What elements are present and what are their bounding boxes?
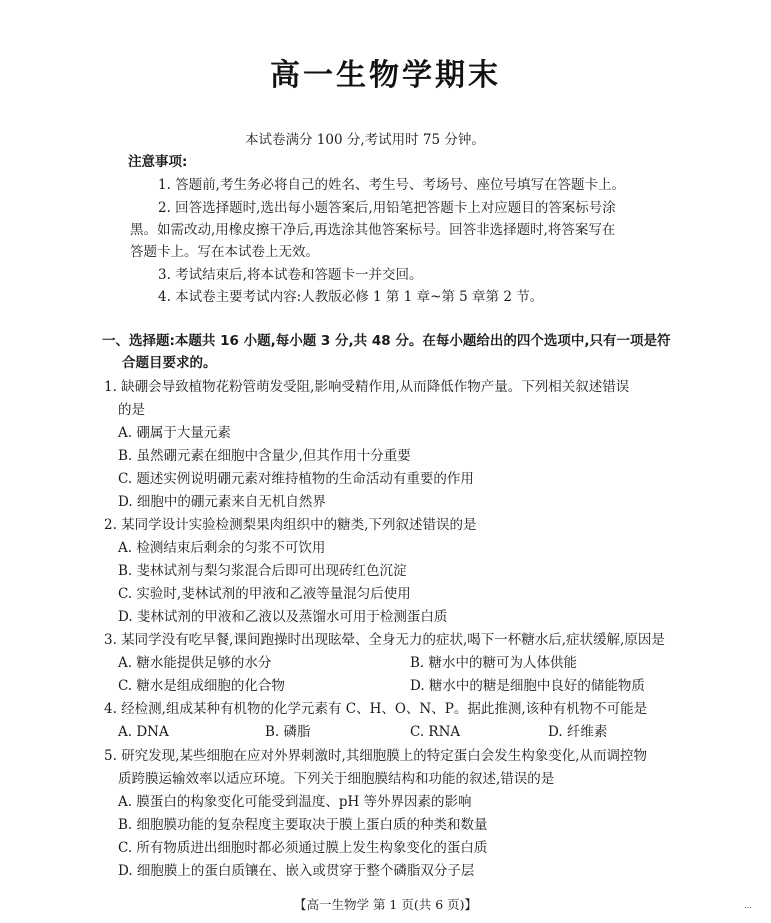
- question-2-option-a: A. 检测结束后剩余的匀浆不可饮用: [118, 540, 326, 556]
- question-3-option-a: A. 糖水能提供足够的水分: [118, 655, 272, 671]
- question-1-stem-line-2: 的是: [118, 402, 145, 418]
- question-3-option-b: B. 糖水中的糖可为人体供能: [410, 655, 578, 671]
- section-1-heading-line-1: 一、选择题:本题共 16 小题,每小题 3 分,共 48 分。在每小题给出的四个选项中,只有一项是符: [102, 333, 671, 349]
- notice-item-1: 1. 答题前,考生务必将自己的姓名、考生号、考场号、座位号填写在答题卡上。: [158, 177, 625, 193]
- question-4-stem: 4. 经检测,组成某种有机物的化学元素有 C、H、O、N、P。据此推测,该种有机物不可能是: [104, 701, 648, 717]
- notice-heading: 注意事项:: [128, 154, 188, 170]
- notice-item-2-line-2: 黑。如需改动,用橡皮擦干净后,再选涂其他答案标号。回答非选择题时,将答案写在: [130, 222, 616, 238]
- section-1-heading-line-2: 合题目要求的。: [122, 355, 217, 371]
- question-3-option-c: C. 糖水是组成细胞的化合物: [118, 678, 285, 694]
- question-5-option-b: B. 细胞膜功能的复杂程度主要取决于膜上蛋白质的种类和数量: [118, 817, 488, 833]
- question-3-stem: 3. 某同学没有吃早餐,课间跑操时出现眩晕、全身无力的症状,喝下一杯糖水后,症状缓解,原因是: [104, 632, 665, 648]
- question-5-stem-line-1: 5. 研究发现,某些细胞在应对外界刺激时,其细胞膜上的特定蛋白会发生构象变化,从而调控物: [104, 748, 648, 764]
- question-1-option-d: D. 细胞中的硼元素来自无机自然界: [118, 494, 326, 510]
- question-5-option-a: A. 膜蛋白的构象变化可能受到温度、pH 等外界因素的影响: [118, 794, 472, 810]
- question-4-option-d: D. 纤维素: [548, 724, 608, 740]
- page-footer: 【高一生物学 第 1 页(共 6 页)】: [293, 897, 478, 912]
- question-1-option-a: A. 硼属于大量元素: [118, 425, 231, 441]
- question-4-option-b: B. 磷脂: [265, 724, 311, 740]
- notice-item-4: 4. 本试卷主要考试内容:人教版必修 1 第 1 章~第 5 章第 2 节。: [158, 289, 544, 305]
- question-2-stem: 2. 某同学设计实验检测梨果肉组织中的糖类,下列叙述错误的是: [104, 517, 477, 533]
- question-5-option-c: C. 所有物质进出细胞时都必须通过膜上发生构象变化的蛋白质: [118, 840, 488, 856]
- question-2-option-d: D. 斐林试剂的甲液和乙液以及蒸馏水可用于检测蛋白质: [118, 609, 448, 625]
- question-1-stem-line-1: 1. 缺硼会导致植物花粉管萌发受阻,影响受精作用,从而降低作物产量。下列相关叙述错误: [104, 379, 630, 395]
- question-2-option-c: C. 实验时,斐林试剂的甲液和乙液等量混匀后使用: [118, 586, 411, 602]
- question-2-option-b: B. 斐林试剂与梨匀浆混合后即可出现砖红色沉淀: [118, 563, 407, 579]
- question-5-stem-line-2: 质跨膜运输效率以适应环境。下列关于细胞膜结构和功能的叙述,错误的是: [118, 771, 555, 787]
- question-3-option-d: D. 糖水中的糖是细胞中良好的储能物质: [410, 678, 645, 694]
- exam-title: 高一生物学期末: [270, 58, 501, 93]
- question-1-option-b: B. 虽然硼元素在细胞中含量少,但其作用十分重要: [118, 448, 411, 464]
- question-4-option-c: C. RNA: [410, 724, 461, 740]
- exam-info: 本试卷满分 100 分,考试用时 75 分钟。: [245, 132, 485, 148]
- corner-mark: ...: [744, 901, 752, 910]
- question-5-option-d: D. 细胞膜上的蛋白质镶在、嵌入或贯穿于整个磷脂双分子层: [118, 863, 475, 879]
- notice-item-2-line-1: 2. 回答选择题时,选出每小题答案后,用铅笔把答题卡上对应题目的答案标号涂: [158, 200, 616, 216]
- question-4-option-a: A. DNA: [118, 724, 169, 740]
- question-1-option-c: C. 题述实例说明硼元素对维持植物的生命活动有重要的作用: [118, 471, 474, 487]
- notice-item-3: 3. 考试结束后,将本试卷和答题卡一并交回。: [158, 267, 423, 283]
- notice-item-2-line-3: 答题卡上。写在本试卷上无效。: [130, 244, 319, 260]
